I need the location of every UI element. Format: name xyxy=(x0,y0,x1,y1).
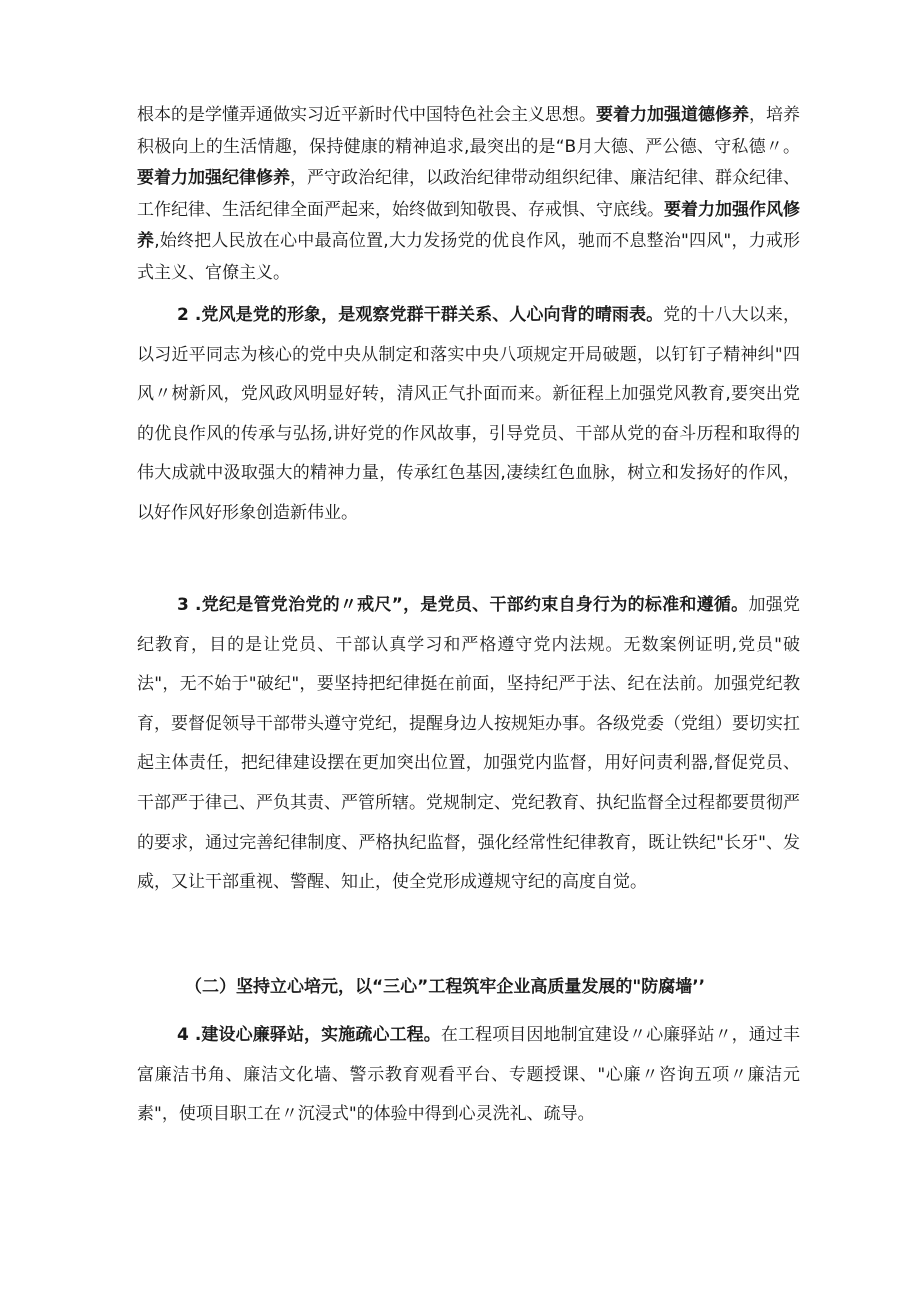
text-run: ,始终把人民放在心中最高位置,大力发扬党的优良作风，驰而不息整治"四风"，力戒形式主义、官僚主义。 xyxy=(137,231,801,283)
text-run: 根本的是学懂弄通做实习近平新时代中国特色社会主义思想。 xyxy=(137,105,596,125)
paragraph-party-discipline xyxy=(137,586,800,903)
section-heading xyxy=(137,968,800,1007)
text-run: 加强党纪教育，目的是让党员、干部认真学习和严格遵守党内法规。无数案例证明,党员"破法"，无不始于"破纪"，要坚持把纪律挺在前面，坚持纪严于法、纪在法前。加强党纪教育，要督促领导干部带头遵守党纪，提醒身边人按规矩办事。各级党委（党组）要切实扛起主体责任，把纪律建设摆在更加突出位置，加强党内监督，用好问责利器,督促党员、干部严于律己、严负其责、严管所辖。党规制定、党纪教育、执纪监督全过程都要贯彻严的要求，通过完善纪律制度、严格执纪监督，强化经常性纪律教育，既让铁纪"长牙"、发威，又让干部重视、警醒、知止，使全党形成遵规守纪的高度自觉。 xyxy=(137,595,800,893)
paragraph-moral-cultivation xyxy=(137,100,800,289)
text-run: ，严守政治纪律，以政治纪律带动组织纪律、廉洁纪律、群众纪律、工作纪律、生活纪律全面严起来，始终做到知敬畏、存戒惧、守底线。 xyxy=(137,168,800,220)
bold-lead: 3 .党纪是管党治党的〃戒尺”，是党员、干部约束自身行为的标准和遵循。 xyxy=(177,595,749,615)
bold-phrase: 要着力加强作风修养 xyxy=(137,199,800,251)
bold-phrase: 要着力加强道德修养 xyxy=(596,105,749,125)
bold-lead: 4 .建设心廉驿站，实施疏心工程。 xyxy=(177,1025,441,1045)
text-run: 在工程项目因地制宜建设〃心廉驿站〃，通过丰富廉洁书角、廉洁文化墙、警示教育观看平台、专题授课、"心廉〃咨询五项〃廉洁元素"，使项目职工在〃沉浸式"的体验中得到心灵洗礼、疏导。 xyxy=(137,1025,800,1124)
text-run: ，培养积极向上的生活情趣，保持健康的精神追求,最突出的是“B月大德、严公德、守私德〃。 xyxy=(137,105,800,157)
bold-lead: 2 .党风是党的形象，是观察党群干群关系、人心向背的晴雨表。 xyxy=(177,305,664,325)
bold-phrase: 要着力加强纪律修养 xyxy=(137,168,290,188)
paragraph-party-style xyxy=(137,296,800,533)
text-run: 党的十八大以来，以习近平同志为核心的党中央从制定和落实中央八项规定开局破题，以钉钉子精神纠"四风〃树新风，党风政风明显好转，清风正气扑面而来。新征程上加强党风教育,要突出党的优良作风的传承与弘扬,讲好党的作风故事，引导党员、干部从党的奋斗历程和取得的伟大成就中汲取强大的精神力量，传承红色基因,凄续红色血脉，树立和发扬好的作风，以好作风好形象创造新伟业。 xyxy=(137,305,800,523)
paragraph-integrity-station xyxy=(137,1016,800,1135)
heading-text: （二）坚持立心培元，以“三心”工程筑牢企业高质量发展的"防腐墙’’ xyxy=(185,977,706,997)
